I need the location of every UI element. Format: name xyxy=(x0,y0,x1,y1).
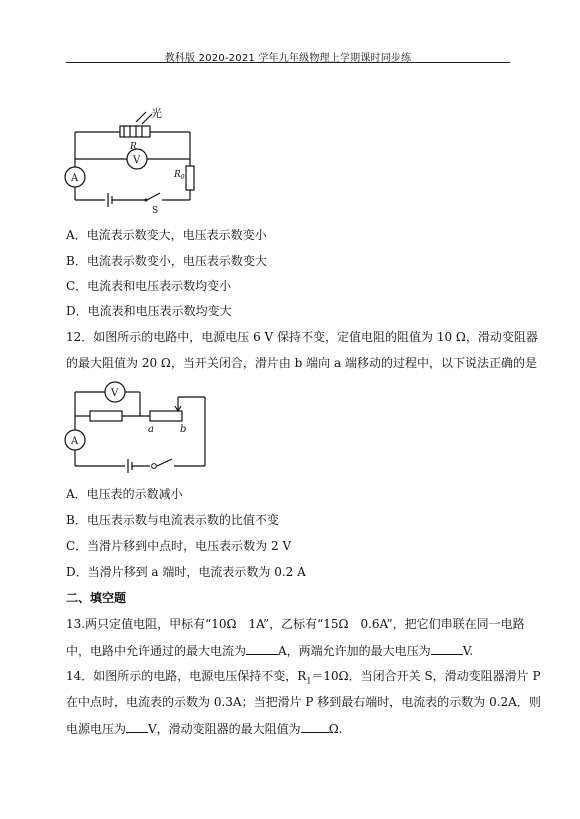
photoresistor-label: R xyxy=(130,142,137,152)
q14-text-a: 14．如图所示的电路，电源电压保持不变，R xyxy=(66,669,307,683)
q12-option-a: A．电压表的示数减小 xyxy=(66,487,183,501)
q13-blank-2 xyxy=(431,643,463,655)
voltmeter-2-label: V xyxy=(111,388,119,399)
page-header: 教科版 2020-2021 学年九年级物理上学期课时同步练 xyxy=(164,53,412,64)
r0-label: $R_0$ xyxy=(174,170,185,181)
voltmeter-1-label: V xyxy=(133,155,141,166)
rheostat-end-a: a xyxy=(148,424,154,435)
ammeter-2-label: A xyxy=(71,436,79,447)
q12-stem-line-2: 的最大阻值为 20 Ω，当开关闭合，滑片由 b 端向 a 端移动的过程中，以下说法正确的是 xyxy=(66,356,537,370)
q13-blank-1 xyxy=(246,643,278,655)
q13-text-c: V. xyxy=(462,644,474,658)
q14-blank-2 xyxy=(301,721,329,733)
fixed-resistor xyxy=(90,411,122,421)
q14-line-2: 在中点时，电流表的示数为 0.3A；当把滑片 P 移到最右端时，电流表的示数为 0.2A．则 xyxy=(66,695,541,709)
q14-line-1 xyxy=(66,669,541,688)
light-label: 光 xyxy=(151,107,162,120)
q14-sub: 1 xyxy=(306,676,312,686)
rheostat-end-b: b xyxy=(180,424,187,435)
q14-line-3 xyxy=(66,721,342,736)
q11-option-b: B．电流表示数变小，电压表示数变大 xyxy=(66,254,267,268)
ammeter-1-label: A xyxy=(71,173,79,184)
q12-option-d: D．当滑片移到 a 端时，电流表示数为 0.2 A xyxy=(66,565,306,579)
switch-label: S xyxy=(152,206,159,216)
q13-text-b: A，两端允许加的最大电压为 xyxy=(278,644,431,658)
q14-text-c: 电源电压为 xyxy=(66,722,127,736)
section-title: 二、填空题 xyxy=(66,591,127,605)
q13-line-2 xyxy=(66,643,473,658)
q11-option-c: C．电流表和电压表示数均变小 xyxy=(66,279,232,293)
q14-text-b: ＝10Ω．当闭合开关 S，滑动变阻器滑片 P xyxy=(311,669,541,683)
q11-option-a: A．电流表示数变大，电压表示数变小 xyxy=(66,228,267,242)
q14-text-d: V，滑动变阻器的最大阻值为 xyxy=(148,722,301,736)
q14-blank-1 xyxy=(126,721,148,733)
slide-rheostat xyxy=(150,411,182,421)
q11-option-d: D．电流表和电压表示数均变大 xyxy=(66,304,232,318)
q12-stem-line-1: 12．如图所示的电路中，电源电压 6 V 保持不变，定值电阻的阻值为 10 Ω，滑动变阻器 xyxy=(66,330,538,344)
q13-text-a: 中，电路中允许通过的最大电流为 xyxy=(66,644,247,658)
q12-option-c: C．当滑片移到中点时，电压表示数为 2 V xyxy=(66,539,292,553)
q13-line-1: 13.两只定值电阻，甲标有“10Ω 1A”，乙标有“15Ω 0.6A”，把它们串联在同一电路 xyxy=(66,617,525,631)
q12-option-b: B．电压表示数与电流表示数的比值不变 xyxy=(66,513,279,527)
q14-text-e: Ω. xyxy=(328,722,343,736)
